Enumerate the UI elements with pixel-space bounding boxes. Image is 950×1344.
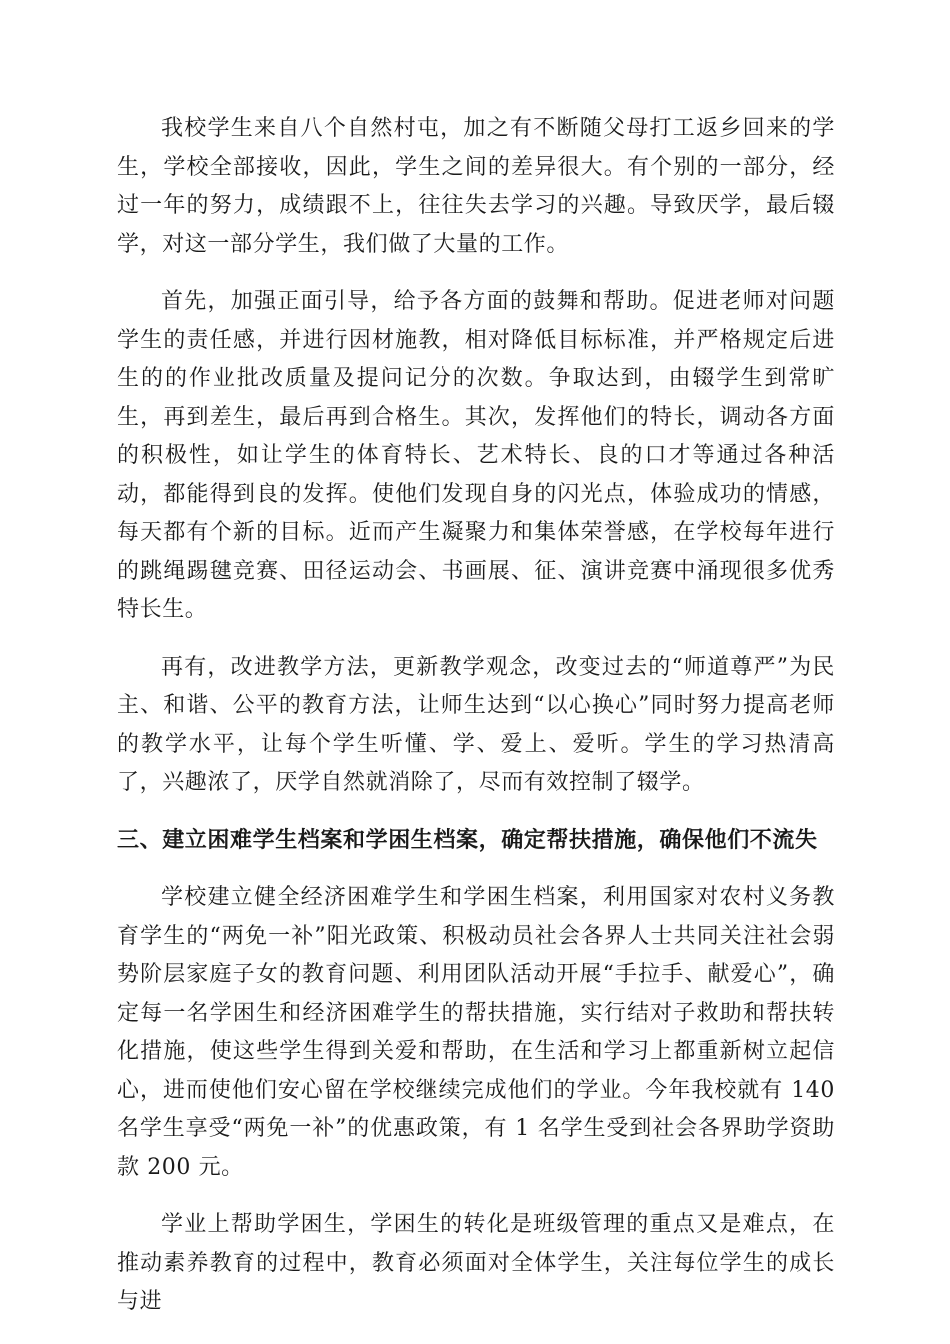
document-body [117, 110, 835, 1322]
paragraph-teaching-methods: 再有，改进教学方法，更新教学观念，改变过去的“师道尊严”为民主、和谐、公平的教育方法，让师生达到“以心换心”同时努力提高老师的教学水平，让每个学生听懂、学、爱上、爱听。学生的学习热清高了，兴趣浓了，厌学自然就消除了，尽而有效控制了辍学。 [117, 654, 835, 795]
paragraph-dropout-students: 我校学生来自八个自然村屯，加之有不断随父母打工返乡回来的学生，学校全部接收，因此，学生之间的差异很大。有个别的一部分，经过一年的努力，成绩跟不上，往往失去学习的兴趣。导致厌学，最后辍学，对这一部分学生，我们做了大量的工作。 [117, 116, 835, 257]
paragraph-academic-help: 学业上帮助学困生，学困生的转化是班级管理的重点又是难点，在推动素养教育的过程中，教育必须面对全体学生，关注每位学生的成长与进 [117, 1212, 835, 1314]
section-heading: 三、建立困难学生档案和学困生档案，确定帮扶措施，确保他们不流失 [117, 827, 818, 853]
paragraph-student-archives: 学校建立健全经济困难学生和学困生档案，利用国家对农村义务教育学生的“两免一补”阳光政策、积极动员社会各界人士共同关注社会弱势阶层家庭子女的教育问题、利用团队活动开展“手拉手、献爱心”，确定每一名学困生和经济困难学生的帮扶措施，实行结对子救助和帮扶转化措施，使这些学生得到关爱和帮助，在生活和学习上都重新树立起信心，进而使他们安心留在学校继续完成他们的学业。今年我校就有 140 名学生享受“两免一补”的优惠政策，有 1 名学生受到社会各界助学资助款 200 元。 [117, 885, 835, 1180]
paragraph-positive-guidance: 首先，加强正面引导，给予各方面的鼓舞和帮助。促进老师对问题学生的责任感，并进行因材施教，相对降低目标标准，并严格规定后进生的的作业批改质量及提问记分的次数。争取达到，由辍学生到常旷生，再到差生，最后再到合格生。其次，发挥他们的特长，调动各方面的积极性，如让学生的体育特长、艺术特长、良的口才等通过各种活动，都能得到良的发挥。使他们发现自身的闪光点，体验成功的情感，每天都有个新的目标。近而产生凝聚力和集体荣誉感，在学校每年进行的跳绳踢毽竞赛、田径运动会、书画展、征、演讲竞赛中涌现很多优秀特长生。 [117, 289, 835, 622]
